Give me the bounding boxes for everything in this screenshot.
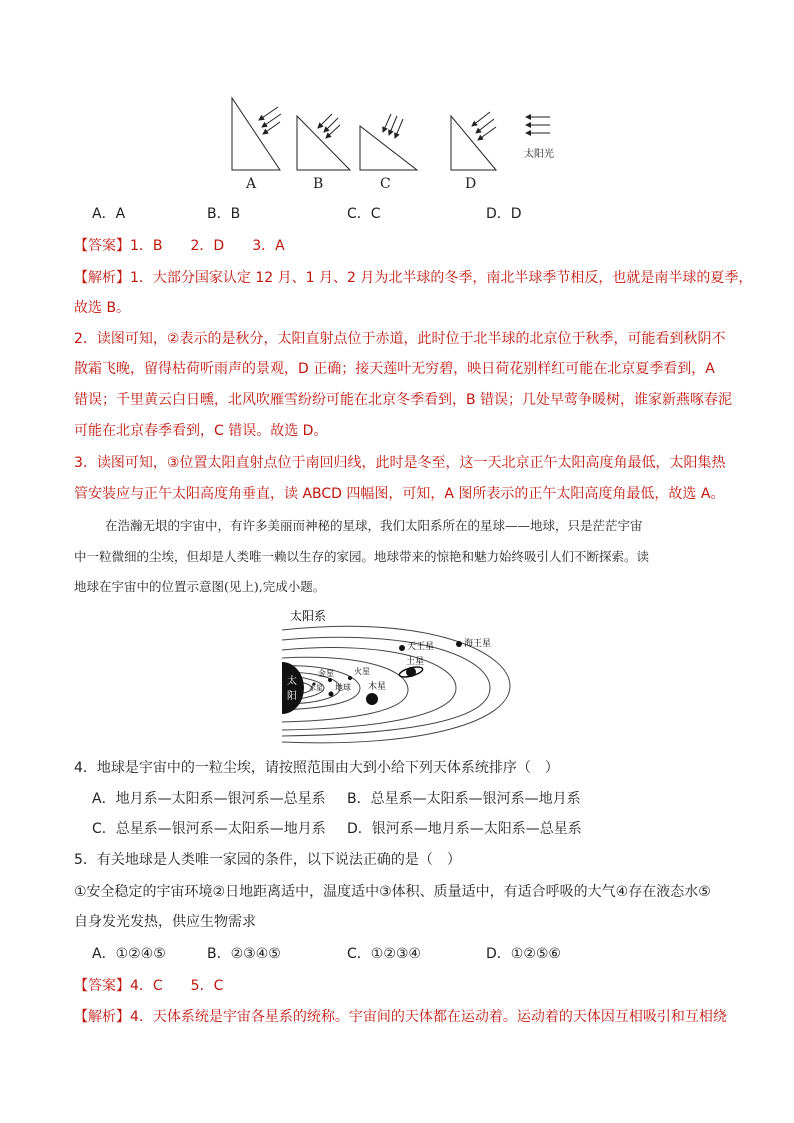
analysis-line: 散霜飞晚，留得枯荷听雨声的景观，D 正确；接天莲叶无穷碧，映日荷花别样红可能在北京夏季看到，A bbox=[74, 361, 715, 377]
analysis-line: 管安装应与正午太阳高度角垂直，读 ABCD 四幅图，可知，A 图所表示的正午太阳高度角最低，故选 A。 bbox=[74, 486, 725, 502]
planet-label: 海王星 bbox=[464, 639, 492, 649]
answer-tag: 【答案】 bbox=[74, 978, 130, 994]
prev-option-b: B．B bbox=[207, 206, 241, 222]
planet-label: 金星 bbox=[318, 669, 334, 678]
q5-option-b: B．②③④⑤ bbox=[207, 946, 281, 962]
analysis-text: 4．天体系统是宇宙各星系的统称。宇宙间的天体都在运动着。运动着的天体因互相吸引和互相绕 bbox=[130, 1009, 727, 1025]
answer-block-1 bbox=[74, 236, 285, 256]
sun-shape bbox=[282, 662, 304, 714]
answer-text: 4．C 5．C bbox=[130, 978, 224, 994]
analysis-tag: 【解析】 bbox=[74, 1009, 130, 1025]
q4-option-b: B．总星系—太阳系—银河系—地月系 bbox=[347, 791, 581, 807]
uranus-dot bbox=[399, 645, 405, 651]
sunlight-label: 太阳光 bbox=[524, 149, 554, 160]
venus-dot bbox=[328, 678, 332, 682]
triangle-d bbox=[451, 112, 496, 170]
triangle-b bbox=[297, 114, 350, 170]
triangle-label-c: C bbox=[380, 176, 391, 192]
q4-stem: 4．地球是宇宙中的一粒尘埃，请按照范围由大到小给下列天体系统排序（ ） bbox=[74, 760, 559, 776]
q4-option-a: A．地月系—太阳系—银河系—总星系 bbox=[92, 791, 326, 807]
planet-label: 土星 bbox=[406, 657, 425, 667]
triangle-label-a: A bbox=[246, 176, 257, 192]
analysis-line bbox=[74, 268, 752, 288]
answer-text: 1．B 2．D 3．A bbox=[130, 238, 285, 254]
sunlight-arrows bbox=[526, 117, 550, 133]
prev-option-d: D．D bbox=[486, 206, 522, 222]
earth-dot bbox=[329, 692, 334, 697]
analysis-line: 错误；千里黄云白日曛，北风吹雁雪纷纷可能在北京冬季看到，B 错误；几处早莺争暖树，谁家新燕啄春泥 bbox=[74, 392, 733, 408]
planet-label: 地球 bbox=[335, 683, 351, 692]
analysis-line: 可能在北京春季看到，C 错误。故选 D。 bbox=[74, 423, 328, 439]
analysis-text: 1．大部分国家认定 12 月、1 月、2 月为北半球的冬季，南北半球季节相反，也就是南半球的夏季， bbox=[130, 270, 753, 286]
q5-option-d: D．①②⑤⑥ bbox=[486, 946, 561, 962]
answer-block-2 bbox=[74, 976, 223, 996]
solar-system-figure bbox=[278, 604, 518, 746]
solar-title: 太阳系 bbox=[290, 609, 327, 623]
prev-option-c: C．C bbox=[347, 206, 381, 222]
sun-label: 阳 bbox=[287, 691, 297, 702]
passage-line: 中一粒微细的尘埃，但却是人类唯一赖以生存的家园。地球带来的惊艳和魅力始终吸引人们不断探索。读 bbox=[74, 549, 650, 564]
analysis-line: 3．读图可知，③位置太阳直射点位于南回归线，此时是冬至，这一天北京正午太阳高度角最低，太阳集热 bbox=[74, 455, 726, 471]
q5-stem: 5．有关地球是人类唯一家园的条件，以下说法正确的是（ ） bbox=[74, 852, 461, 868]
analysis-line: 故选 B。 bbox=[74, 300, 131, 316]
q4-option-d: D．银河系—地月系—太阳系—总星系 bbox=[347, 821, 582, 837]
triangle-a bbox=[232, 98, 281, 170]
triangle-label-d: D bbox=[465, 176, 477, 192]
passage-line: 地球在宇宙中的位置示意图(见上),完成小题。 bbox=[74, 579, 326, 594]
q5-statements: 自身发光发热，供应生物需求 bbox=[74, 914, 256, 930]
planet-label: 火星 bbox=[354, 667, 370, 676]
analysis-line-2 bbox=[74, 1007, 727, 1027]
sun-label: 太 bbox=[287, 676, 297, 687]
planet-label: 木星 bbox=[368, 682, 387, 692]
analysis-tag: 【解析】 bbox=[74, 270, 130, 286]
q5-option-a: A．①②④⑤ bbox=[92, 946, 166, 962]
q5-option-c: C．①②③④ bbox=[347, 946, 421, 962]
saturn-dot bbox=[406, 667, 416, 677]
q4-option-c: C．总星系—银河系—太阳系—地月系 bbox=[92, 821, 326, 837]
q5-statements: ①安全稳定的宇宙环境②日地距离适中，温度适中③体积、质量适中，有适合呼吸的大气④存在液态水⑤ bbox=[74, 884, 711, 900]
mars-dot bbox=[348, 676, 352, 680]
analysis-line: 2．读图可知，②表示的是秋分，太阳直射点位于赤道，此时位于北半球的北京位于秋季，可能看到秋阴不 bbox=[74, 331, 726, 347]
neptune-dot bbox=[456, 641, 462, 647]
triangle-c bbox=[360, 114, 417, 170]
answer-tag: 【答案】 bbox=[74, 238, 130, 254]
planet-label: 天王星 bbox=[407, 642, 435, 652]
jupiter-dot bbox=[366, 693, 378, 705]
prev-option-a: A．A bbox=[92, 206, 126, 222]
passage-line: 在浩瀚无垠的宇宙中，有许多美丽而神秘的星球，我们太阳系所在的星球——地球，只是茫茫宇宙 bbox=[105, 518, 643, 533]
triangle-label-b: B bbox=[313, 176, 324, 192]
triangle-figure bbox=[220, 92, 600, 194]
planet-label: 水星 bbox=[309, 684, 323, 692]
